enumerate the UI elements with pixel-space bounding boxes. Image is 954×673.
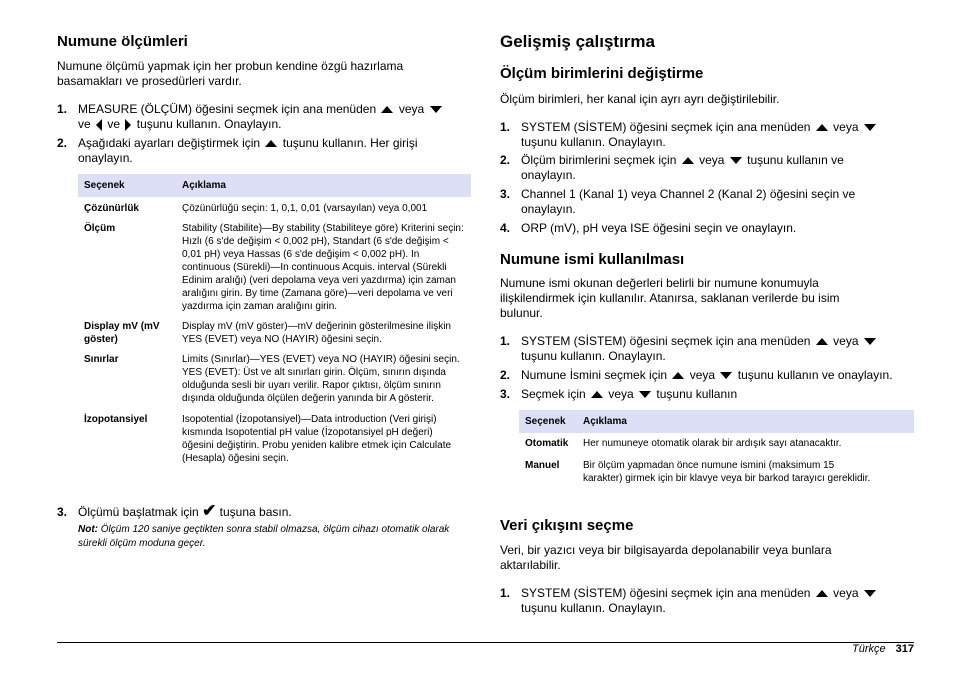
- table-row-value: Her numuneye otomatik olarak bir ardışık sayı atanacaktır.: [583, 438, 842, 449]
- left-arrow-icon: [96, 119, 102, 131]
- footer: [852, 643, 914, 655]
- up-arrow-icon: [816, 124, 828, 131]
- note: Not: Ölçüm 120 saniye geçtikten sonra stabil olmazsa, ölçüm cihazı otomatik olarak sürekli ölçüm moduna geçer.: [78, 524, 450, 549]
- footer-divider: [57, 642, 914, 643]
- table-row-value: Limits (Sınırlar)—YES (EVET) veya NO (HAYIR) öğesini seçin. YES (EVET): Üst ve alt sınırları girin. Ölçüm, sınırın dışında olduğunda sesli bir uyarı verilir. Rapor çıktısı, ölçüm sınırın dışında olduğunda ölçülen değerin yanında bir A gösterir.: [182, 354, 460, 404]
- down-arrow-icon: [730, 157, 742, 164]
- subsection-title-veri-cikisi: Veri çıkışını seçme: [500, 517, 634, 534]
- table-row-key: Otomatik: [525, 438, 569, 449]
- intro-olcum-birimleri: Ölçüm birimleri, her kanal için ayrı ayrı değiştirilebilir.: [500, 92, 780, 106]
- up-arrow-icon: [682, 157, 694, 164]
- section-title-gelismis-calistirma: Gelişmiş çalıştırma: [500, 32, 655, 51]
- table-row-value: Stability (Stabilite)—By stability (Stabiliteye göre) Kriterini seçin: Hızlı (6 s'de değişim < 0,002 pH), Standart (6 s'de değişim < 0,01 pH) veya Hassas (6 s'de değişim < 0,002 pH). In continuous (Sürekli)—In continuous Acquis. interval (Sürekli Edinim aralığı) (veri depolama veya veri yazdırma) için zaman aralığını girin. By time (Zamana göre)—veri depolama ve veri yazdırma için zaman aralığını girin.: [182, 223, 464, 312]
- down-arrow-icon: [864, 124, 876, 131]
- down-arrow-icon: [864, 590, 876, 597]
- table-row-key: Manuel: [525, 460, 560, 471]
- up-arrow-icon: [816, 338, 828, 345]
- table-row-key: Display mV (mV göster): [84, 321, 160, 345]
- down-arrow-icon: [864, 338, 876, 345]
- settings-table: Seçenek Açıklama Çözünürlük Çözünürlüğü seçin: 1, 0,1, 0,01 (varsayılan) veya 0,001 Ölçüm Stability (Stabilite)—By stability (Stabiliteye göre) Kriterini seçin: Hızlı (6 s'de değişim < 0,002 pH), Standart (6 s'de değişim < 0,01 pH) veya Hassas (6 s'de değişim < 0,002 pH). In continuous (Sürekli)—In continuous Acquis. interval (Sürekli Edinim aralığı) (veri depolama veya veri yazdırma) için zaman aralığını girin. By time (Zamana göre)—veri depolama ve veri yazdırma için zaman aralığını girin. Display mV (mV göster) Display mV (mV göster)—mV değerinin gösterilmesine ilişkin YES (EVET) veya NO (HAYIR) öğesini seçin. Sınırlar Limits (Sınırlar)—YES (EVET) veya NO (HAYIR) öğesini seçin. YES (EVET): Üst ve alt sınırları girin. Ölçüm, sınırın dışında olduğunda sesli bir uyarı verilir. Rapor çıktısı, ölçüm sınırın dışında olduğunda ölçülen değerin yanında bir A gösterir. İzopotansiyel Isopotential (İzopotansiyel)—Data introduction (Veri girişi) kısmında Isopotential pH value (İzopotansiyel pH değeri) öğesini değiştirin. Probu yeniden kalibre etmek için Calculate (Hesapla) öğesini seçin.: [78, 174, 471, 465]
- table-row-key: Çözünürlük: [84, 203, 139, 214]
- table-row-value: Çözünürlüğü seçin: 1, 0,1, 0,01 (varsayılan) veya 0,001: [182, 203, 428, 214]
- checkmark-icon: ✔: [202, 501, 217, 520]
- subsection-title-numune-ismi: Numune ismi kullanılması: [500, 251, 685, 268]
- down-arrow-icon: [720, 372, 732, 379]
- up-arrow-icon: [381, 106, 393, 113]
- table-row-value: Isopotential (İzopotansiyel)—Data introduction (Veri girişi) kısmında Isopotential pH value (İzopotansiyel pH değeri) öğesini değiştirin. Probu yeniden kalibre etmek için Calculate (Hesapla) öğesini seçin.: [182, 414, 452, 464]
- table-row-value: Bir ölçüm yapmadan önce numune ismini (maksimum 15 karakter) girmek için bir klavye veya bir barkod tarayıcı gereklidir.: [583, 460, 871, 484]
- intro-veri-cikisi: Veri, bir yazıcı veya bir bilgisayarda depolanabilir veya bunlara aktarılabilir.: [500, 543, 832, 572]
- table-row-key: İzopotansiyel: [84, 414, 148, 425]
- down-arrow-icon: [639, 391, 651, 398]
- table-row-value: Display mV (mV göster)—mV değerinin gösterilmesine ilişkin YES (EVET) veya NO (HAYIR) öğesini seçin.: [182, 321, 451, 345]
- up-arrow-icon: [672, 372, 684, 379]
- intro-numune-ismi: Numune ismi okunan değerleri belirli bir numune konumuyla ilişkilendirmek için kullanılır. Atanırsa, saklanan verilerde bu isim bulunur.: [500, 276, 840, 320]
- page-number: 317: [895, 643, 914, 655]
- section-title-numune-olcumleri: Numune ölçümleri: [57, 33, 188, 50]
- footer-language: Türkçe: [852, 643, 886, 655]
- sample-name-table: Seçenek Açıklama Otomatik Her numuneye otomatik olarak bir ardışık sayı atanacaktır. Manuel Bir ölçüm yapmadan önce numune ismini (maksimum 15 karakter) girmek için bir klavye veya bir barkod tarayıcı gereklidir.: [519, 410, 914, 485]
- subsection-title-olcum-birimleri: Ölçüm birimlerini değiştirme: [500, 65, 704, 82]
- up-arrow-icon: [816, 590, 828, 597]
- intro-paragraph: Numune ölçümü yapmak için her probun kendine özgü hazırlama basamakları ve prosedürleri vardır.: [57, 59, 404, 88]
- up-arrow-icon: [265, 140, 277, 147]
- up-arrow-icon: [591, 391, 603, 398]
- right-arrow-icon: [125, 119, 131, 131]
- table-row-key: Sınırlar: [84, 354, 119, 365]
- table-row-key: Ölçüm: [84, 223, 116, 234]
- down-arrow-icon: [430, 106, 442, 113]
